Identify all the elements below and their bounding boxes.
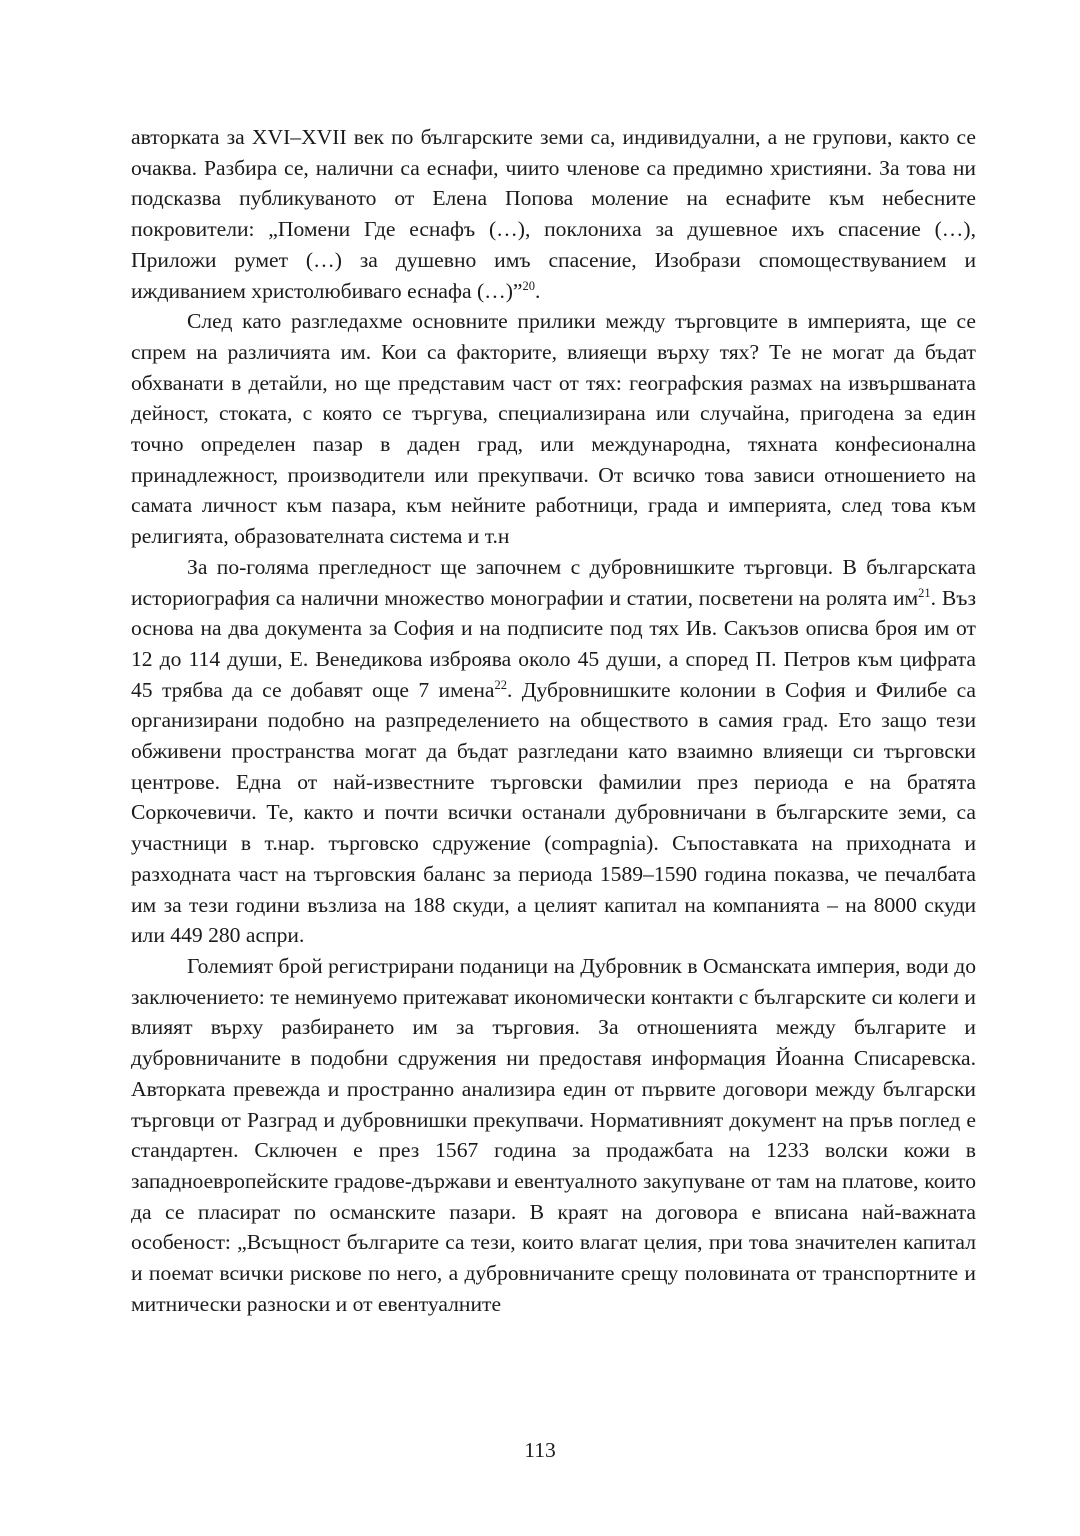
page-number: 113 <box>524 1438 556 1462</box>
footnote-ref-22[interactable]: 22 <box>494 677 507 692</box>
footnote-ref-20[interactable]: 20 <box>522 278 536 293</box>
paragraph-1-tail: . <box>535 278 541 303</box>
paragraph-3-text-c: . Дубровнишките колонии в София и Филибе са организирани подобно на разпределението на обществото в самия град. Ето защо тези обживени пространства могат да бъдат разгледани като взаимно влияещи си търговски центрове. Една от най-известните търговски фамилии през периода е на братята Соркочевичи. Те, както и почти всички останали дубровничани в българските земи, са участници в т.нар. търговско сдружение (compagnia). Съпоставката на приходната и разходната част на търговския баланс за периода 1589–1590 година показва, че печалбата им за тези години възлиза на 188 скуди, а целият капитал на компанията – на 8000 скуди или 449 280 аспри. <box>131 677 977 948</box>
paragraph-1 <box>131 122 976 306</box>
paragraph-1-text: авторката за XVI–XVII век по българските земи са, индивидуални, а не групови, както се очаква. Разбира се, налични са еснафи, чиито членове са предимно християни. За това ни подсказва публикуваното от Елена Попова моление на еснафите към небесните покровители: „Помени Где еснафъ (…), поклониха за душевное ихъ спасение (…), Приложи румет (…) за душевно имъ спасение, Изобрази спомоществуванием и иждиванием христолюбиваго еснафа (…)” <box>131 125 976 303</box>
paragraph-4: Големият брой регистрирани поданици на Дубровник в Османската империя, води до заключението: те неминуемо притежават икономически контакти с българските си колеги и влияят върху разбирането им за търговия. За отношенията между българите и дубровничаните в подобни сдружения ни предоставя информация Йоанна Списаревска. Авторката превежда и пространно анализира един от първите договори между български търговци от Разград и дубровнишки прекупвачи. Нормативният документ на пръв поглед е стандартен. Сключен е през 1567 година за продажбата на 1233 волски кожи в западноевропейските градове-държави и евентуалното закупуване от там на платове, които да се пласират по османските пазари. В краят на договора е вписана най-важната особеност: „Всъщност българите са тези, които влагат целия, при това значителен капитал и поемат всички рискове по него, а дубровничаните срещу половината от транспортните и митнически разноски и от евентуалните <box>131 953 976 1316</box>
footnote-ref-21[interactable]: 21 <box>918 585 931 600</box>
paragraph-3-text-a: За по-голяма прегледност ще започнем с дубровнишките търговци. В българската историография са налични множество монографии и статии, посветени на ролята им <box>131 554 976 610</box>
paragraph-2: След като разгледахме основните прилики между търговците в империята, ще се спрем на различията им. Кои са факторите, влияещи върху тях? Те не могат да бъдат обхванати в детайли, но ще представим част от тях: географския размах на извършваната дейност, стоката, с която се търгува, специализирана или случайна, пригодена за един точно определен пазар в даден град, или международна, тяхната конфесионална принадлежност, производители или прекупвачи. От всичко това зависи отношението на самата личност към пазара, към нейните работници, града и империята, след това към религията, образователната система и т.н <box>131 309 976 549</box>
document-page <box>131 122 976 1319</box>
paragraph-3-text-b: . Въз основа на два документа за София и на подписите под тях Ив. Сакъзов описва броя им от 12 до 114 души, Е. Венедикова изброява около 45 души, а според П. Петров към цифрата 45 трябва да се добавят още 7 имена <box>131 585 976 702</box>
paragraph-3 <box>131 552 976 951</box>
